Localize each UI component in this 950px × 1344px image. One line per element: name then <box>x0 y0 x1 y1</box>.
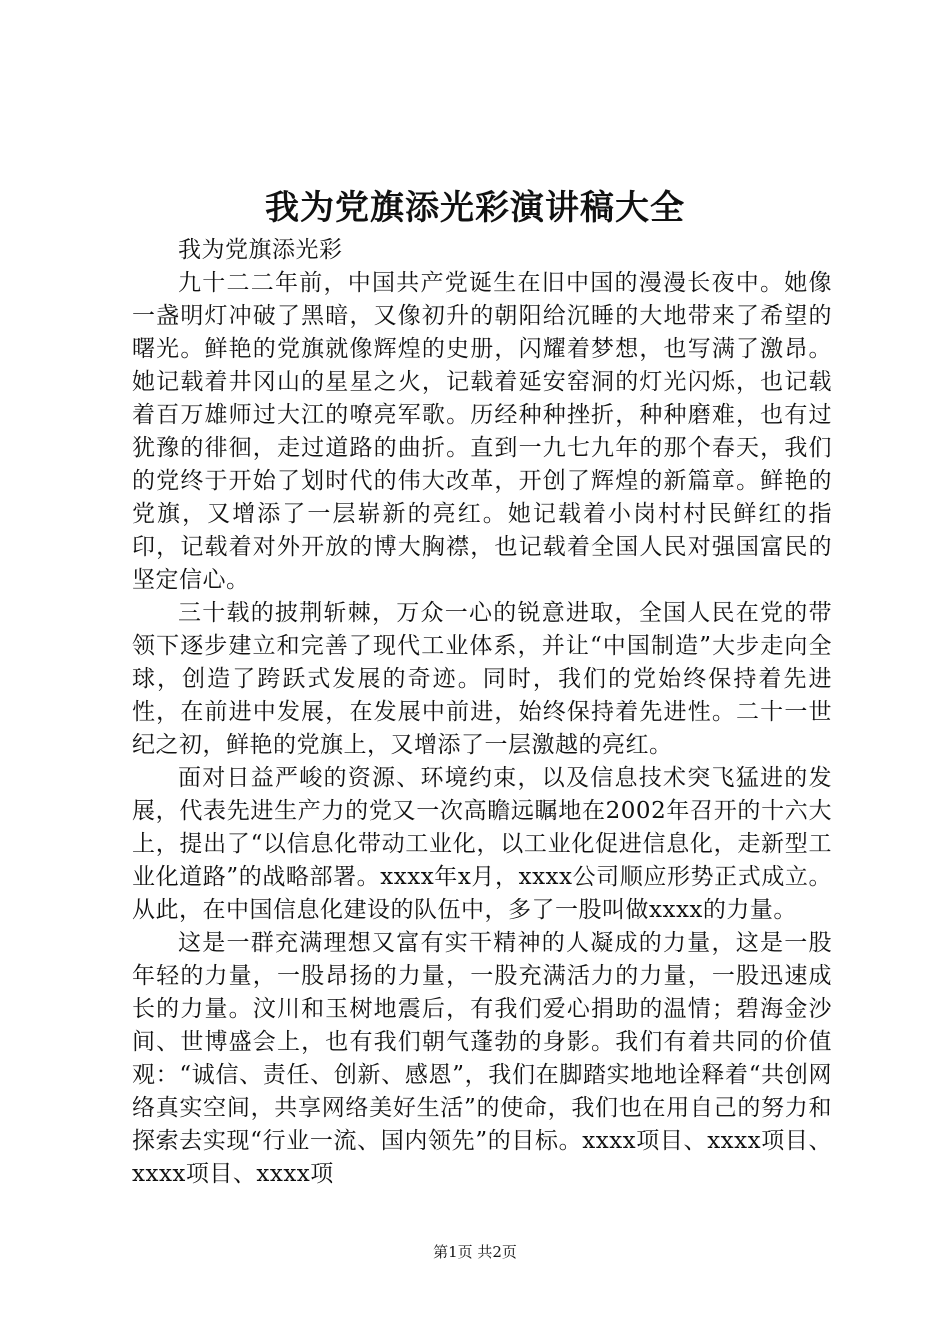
document-body <box>132 234 832 1191</box>
page-footer: 第1页 共2页 <box>433 1243 517 1261</box>
paragraph-1: 九十二二年前，中国共产党诞生在旧中国的漫漫长夜中。她像一盏明灯冲破了黑暗，又像初升的朝阳给沉睡的大地带来了希望的曙光。鲜艳的党旗就像辉煌的史册，闪耀着梦想，也写满了激昂。她记载着井冈山的星星之火，记载着延安窑洞的灯光闪烁，也记载着百万雄师过大江的嘹亮军歌。历经种种挫折，种种磨难，也有过犹豫的徘徊，走过道路的曲折。直到一九七九年的那个春天，我们的党终于开始了划时代的伟大改革，开创了辉煌的新篇章。鲜艳的党旗，又增添了一层崭新的亮红。她记载着小岗村村民鲜红的指印，记载着对外开放的博大胸襟，也记载着全国人民对强国富民的坚定信心。 <box>132 270 832 593</box>
paragraph-4: 这是一群充满理想又富有实干精神的人凝成的力量，这是一股年轻的力量，一股昂扬的力量，一股充满活力的力量，一股迅速成长的力量。汶川和玉树地震后，有我们爱心捐助的温情；碧海金沙间、世博盛会上，也有我们朝气蓬勃的身影。我们有着共同的价值观：“诚信、责任、创新、感恩”，我们在脚踏实地地诠释着“共创网络真实空间，共享网络美好生活”的使命，我们也在用自己的努力和探索去实现“行业一流、国内领先”的目标。xxxx项目、xxxx项目、xxxx项目、xxxx项 <box>132 930 832 1187</box>
paragraph-2: 三十载的披荆斩棘，万众一心的锐意进取，全国人民在党的带领下逐步建立和完善了现代工业体系，并让“中国制造”大步走向全球，创造了跨跃式发展的奇迹。同时，我们的党始终保持着先进性，在前进中发展，在发展中前进，始终保持着先进性。二十一世纪之初，鲜艳的党旗上，又增添了一层激越的亮红。 <box>132 600 832 758</box>
document-subtitle: 我为党旗添光彩 <box>178 237 343 263</box>
paragraph-3: 面对日益严峻的资源、环境约束，以及信息技术突飞猛进的发展，代表先进生产力的党又一次高瞻远瞩地在2002年召开的十六大上，提出了“以信息化带动工业化，以工业化促进信息化，走新型工业化道路”的战略部署。xxxx年x月，xxxx公司顺应形势正式成立。从此，在中国信息化建设的队伍中，多了一股叫做xxxx的力量。 <box>132 765 832 923</box>
document-title: 我为党旗添光彩演讲稿大全 <box>265 188 685 228</box>
